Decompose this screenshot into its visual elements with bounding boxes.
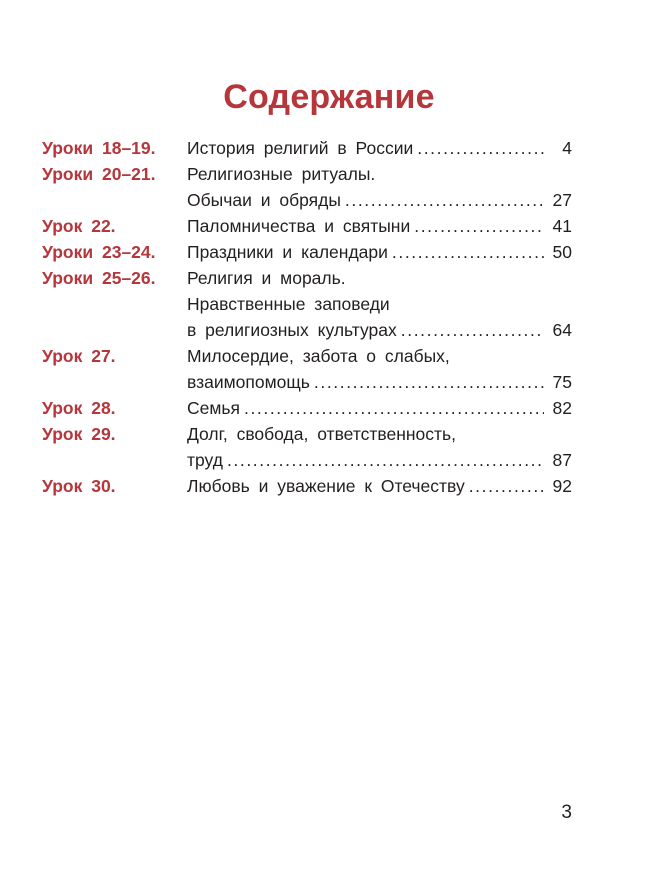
lesson-title: в религиозных культурах	[187, 320, 397, 340]
page-ref: 75	[552, 372, 572, 392]
lesson-title: Семья	[187, 398, 240, 418]
lesson-title: Долг, свобода, ответственность,	[187, 424, 457, 444]
dot-leader	[417, 137, 544, 159]
toc-entry[interactable]	[42, 215, 572, 241]
page-number: 3	[561, 802, 572, 823]
toc-entry[interactable]	[42, 423, 572, 475]
lesson-title: Религиозные ритуалы.	[187, 164, 376, 184]
dot-leader	[227, 449, 544, 471]
lesson-title: взаимопомощь	[187, 372, 310, 392]
lesson-title: Религия и мораль.	[187, 268, 346, 288]
toc-entry[interactable]	[42, 163, 572, 215]
page-ref: 27	[552, 190, 572, 210]
toc-entry[interactable]	[42, 241, 572, 267]
lesson-label: Урок 28.	[42, 398, 116, 418]
lesson-label: Урок 27.	[42, 346, 116, 366]
lesson-label: Урок 30.	[42, 476, 116, 496]
toc-entry[interactable]	[42, 137, 572, 163]
lesson-title: Нравственные заповеди	[187, 294, 390, 314]
dot-leader	[392, 241, 544, 263]
dot-leader	[469, 475, 544, 497]
table-of-contents	[42, 137, 572, 501]
page-ref: 82	[552, 398, 572, 418]
lesson-title: Милосердие, забота о слабых,	[187, 346, 450, 366]
dot-leader	[314, 371, 544, 393]
lesson-label: Урок 22.	[42, 216, 116, 236]
toc-entry[interactable]	[42, 397, 572, 423]
page-ref: 64	[552, 320, 572, 340]
lesson-label: Уроки 25–26.	[42, 268, 156, 288]
dot-leader	[401, 319, 544, 341]
lesson-title: Любовь и уважение к Отечеству	[187, 476, 465, 496]
page-ref: 50	[552, 242, 572, 262]
dot-leader	[345, 189, 544, 211]
page-ref: 4	[562, 138, 572, 158]
page-ref: 87	[552, 450, 572, 470]
lesson-title: Паломничества и святыни	[187, 216, 411, 236]
lesson-title: Праздники и календари	[187, 242, 388, 262]
dot-leader	[414, 215, 544, 237]
lesson-title: История религий в России	[187, 138, 414, 158]
lesson-label: Урок 29.	[42, 424, 116, 444]
lesson-label: Уроки 18–19.	[42, 138, 156, 158]
lesson-title: труд	[187, 450, 223, 470]
lesson-label: Уроки 23–24.	[42, 242, 156, 262]
page-ref: 92	[552, 476, 572, 496]
lesson-label: Уроки 20–21.	[42, 164, 156, 184]
lesson-title: Обычаи и обряды	[187, 190, 341, 210]
page-title: Содержание	[223, 78, 435, 116]
page-ref: 41	[552, 216, 572, 236]
toc-entry[interactable]	[42, 345, 572, 397]
toc-entry[interactable]	[42, 267, 572, 345]
toc-entry[interactable]	[42, 475, 572, 501]
dot-leader	[244, 397, 544, 419]
